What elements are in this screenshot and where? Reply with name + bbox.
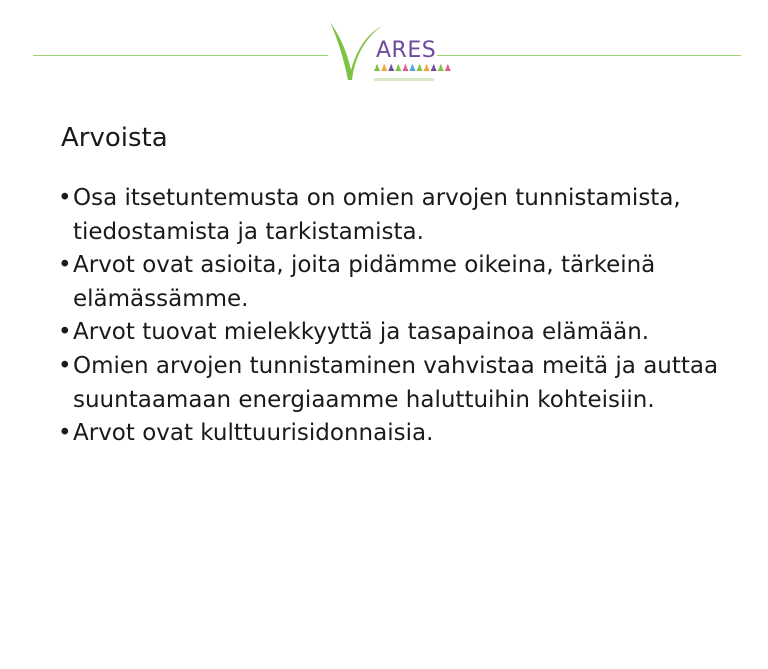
bullet-text: Osa itsetuntemusta on omien arvojen tunnistamista, tiedostamista ja tarkistamista. xyxy=(73,185,681,245)
bullet-icon: • xyxy=(58,252,72,279)
bullet-icon: • xyxy=(58,185,72,211)
bullet-item xyxy=(58,316,748,350)
bullet-icon: • xyxy=(58,352,72,379)
vares-logo xyxy=(328,18,451,86)
header-divider-right xyxy=(437,55,741,56)
bullet-text: Arvot ovat asioita, joita pidämme oikeina, tärkeinä elämässämme. xyxy=(73,252,656,312)
logo-wordmark: ARES xyxy=(376,38,437,63)
logo-tagline-mark xyxy=(374,78,434,81)
bullet-text: Arvot ovat kulttuurisidonnaisia. xyxy=(73,420,434,447)
bullet-list xyxy=(58,182,748,451)
bullet-item xyxy=(58,417,748,451)
bullet-item xyxy=(58,182,748,249)
slide-header xyxy=(0,0,768,100)
header-divider-left xyxy=(33,55,328,56)
bullet-item xyxy=(58,249,748,316)
bullet-icon: • xyxy=(58,319,72,346)
logo-people-icons: ♟♟♟♟♟♟♟♟♟♟♟ xyxy=(373,64,451,74)
bullet-text: Omien arvojen tunnistaminen vahvistaa meitä ja auttaa suuntaamaan energiaamme haluttuihin kohteisiin. xyxy=(73,352,719,413)
bullet-text: Arvot tuovat mielekkyyttä ja tasapainoa elämään. xyxy=(73,319,650,346)
slide-title: Arvoista xyxy=(61,123,168,153)
bullet-item xyxy=(58,350,748,417)
bullet-icon: • xyxy=(58,420,72,447)
